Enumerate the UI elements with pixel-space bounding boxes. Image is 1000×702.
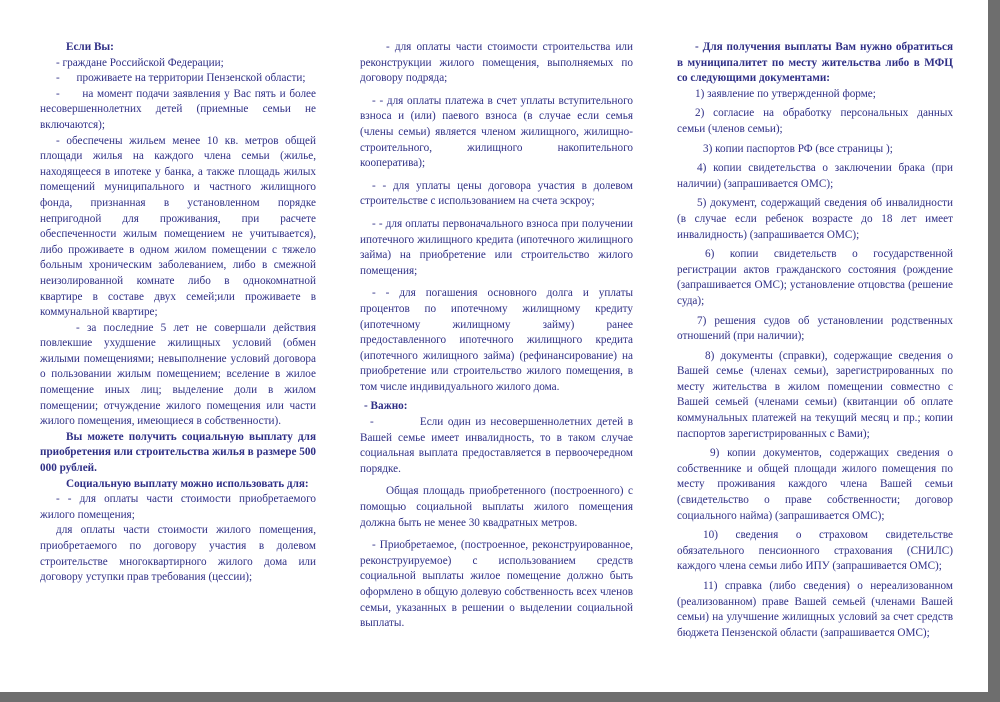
- column-1: [40, 40, 316, 586]
- document-item: 4) копии свидетельства о заключении брака (при наличии) (запрашивается ОМС);: [677, 162, 953, 190]
- paragraph: - на момент подачи заявления у Вас пять и более несовершеннолетних детей (приемные семьи не включаются);: [40, 87, 316, 131]
- paragraph: - Если один из несовершеннолетних детей в Вашей семье имеет инвалидность, то в таком случае социальная выплата предоставляется в первоочередном порядке.: [360, 416, 633, 475]
- document-item: 7) решения судов об установлении родственных отношений (при наличии);: [677, 314, 953, 343]
- paragraph: - - для погашения основного долга и уплаты процентов по ипотечному жилищному кредиту (ипотечному жилищному займу) ранее предоставленного ипотечного жилищного кредита (ипотечного жилищного займа) (рефинансирование) на приобретение или строительство жилого помещения, в том числе индивидуального жилого дома.: [360, 287, 633, 393]
- document-item: 9) копии документов, содержащих сведения о собственнике и общей площади жилого помещения по месту проживания каждого члена Вашей семьи (свидетельство о праве собственности; договор социального найма) (запрашивается ОМС);: [677, 447, 953, 522]
- important-heading: - Важно:: [364, 400, 408, 413]
- paragraph: - - для уплаты цены договора участия в долевом строительстве с использованием на счета эскроу;: [360, 179, 633, 208]
- paragraph: для оплаты части стоимости жилого помещения, приобретаемого по договору участия в долевом строительстве многоквартирного жилого дома или договору уступки прав требования (цессии);: [40, 524, 316, 584]
- paragraph: - - для оплаты первоначального взноса при получении ипотечного жилищного кредита (ипотечного жилищного займа) на приобретение или строительство жилого помещения;: [360, 217, 633, 277]
- usage-heading: Социальную выплату можно использовать для:: [66, 477, 309, 490]
- paragraph: - обеспечены жильем менее 10 кв. метров общей площади жилья на каждого члена семьи (жилье, находящееся в ипотеке у банка, а также площадь жилых помещений муниципального и частного жилищного фонда, признанная в установленном порядке непригодной для проживания, при расчете обеспеченности жилым помещением не учитывается), либо проживаете в одном жилом помещении с тяжело больным хроническим заболеванием, либо в смежной неизолированной комнате либо в однокомнатной квартире в составе двух семей;или проживаете в коммунальной квартире;: [40, 134, 316, 319]
- documents-heading: - Для получения выплаты Вам нужно обратиться в муниципалитет по месту жительства либо в МФЦ со следующими документами:: [677, 41, 953, 85]
- column-3: [677, 40, 953, 641]
- document-item: 1) заявление по утвержденной форме;: [695, 87, 876, 100]
- paragraph: - проживаете на территории Пензенской области;: [56, 72, 306, 85]
- paragraph: - граждане Российской Федерации;: [56, 56, 224, 69]
- payment-amount-heading: Вы можете получить социальную выплату для приобретения или строительства жилья в размере 500 000 рублей.: [40, 430, 317, 475]
- document-item: 5) документ, содержащий сведения об инвалидности (в случае если ребенок возрасте до 18 лет имеет инвалидность) (запрашивается ОМС);: [677, 197, 953, 241]
- eligibility-heading: Если Вы:: [66, 41, 114, 53]
- paragraph: Общая площадь приобретенного (построенного) с помощью социальной выплаты жилого помещения должна быть не менее 30 квадратных метров.: [360, 485, 633, 529]
- document-item: 6) копии свидетельств о государственной регистрации актов гражданского состояния (рождение (запрашивается ОМС); установление отцовства (решение суда);: [677, 248, 953, 307]
- paragraph: - для оплаты части стоимости строительства или реконструкции жилого помещения, выполняемых по договору подряда;: [360, 41, 633, 85]
- document-item: 2) согласие на обработку персональных данных семьи (членов семьи);: [677, 107, 953, 135]
- paragraph: - Приобретаемое, (построенное, реконструированное, реконструируемое) с использованием средств социальной выплаты жилое помещение должно быть оформлено в общую долевую собственность всех членов семьи, указанных в решении о выделении социальной выплаты.: [360, 539, 633, 630]
- column-2: [360, 40, 633, 632]
- document-item: 8) документы (справки), содержащие сведения о Вашей семье (членах семьи), зарегистрированных по месту жительства в жилом помещении совместно с Вашей семьей (членами семьи) (квитанции об оплате коммунальных платежей на текущий месяц и пр.; копии паспортов зарегистрированных с Вами);: [677, 349, 953, 440]
- document-item: 11) справка (либо сведения) о нереализованном (реализованном) праве Вашей семьей (членами Вашей семьи) на улучшение жилищных условий за счет средств бюджета Пензенской области (запрашивается ОМС);: [677, 580, 953, 639]
- paragraph: - - для оплаты части стоимости приобретаемого жилого помещения;: [40, 493, 316, 521]
- paragraph: - - для оплаты платежа в счет уплаты вступительного взноса и (или) паевого взноса (в случае если семья (члены семьи) является членом жилищного, жилищно-строительного, жилищного накопительного кооператива);: [360, 94, 633, 170]
- paragraph: - за последние 5 лет не совершали действия повлекшие ухудшение жилищных условий (обмен жилыми помещениями; невыполнение условий договора о пользовании жилым помещением; вселение в жилое помещение иных лиц; выделение доли в жилом помещении; отчуждение жилого помещения или части жилого помещения, имеющиеся в собственности).: [40, 321, 316, 428]
- document-item: 10) сведения о страховом свидетельстве обязательного пенсионного страхования (СНИЛС) каждого члена семьи либо ИПУ (запрашивается ОМС);: [677, 529, 953, 573]
- document-item: 3) копии паспортов РФ (все страницы );: [703, 142, 893, 155]
